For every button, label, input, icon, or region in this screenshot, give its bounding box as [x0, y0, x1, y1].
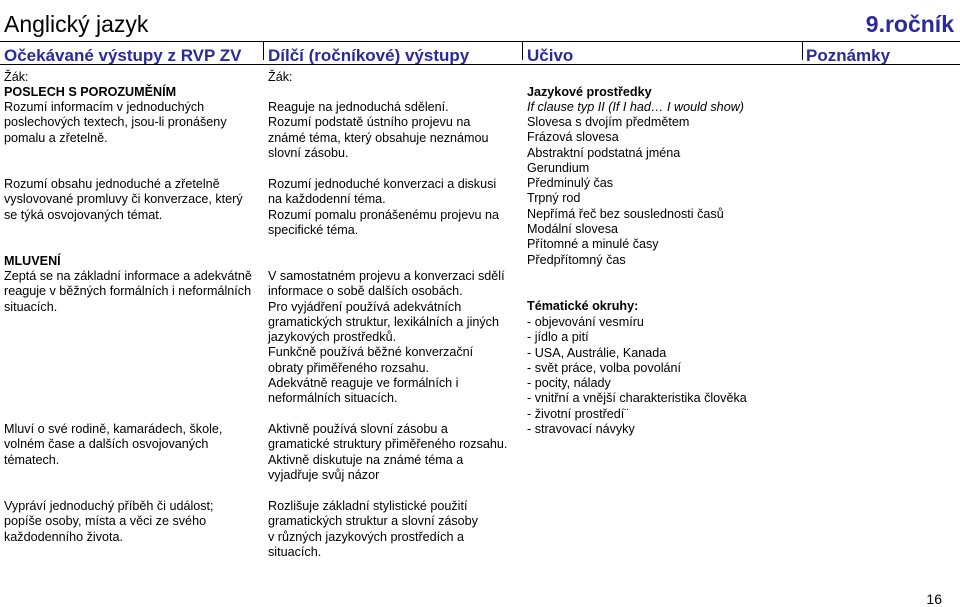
partial-paragraph	[268, 269, 505, 407]
outcome-paragraph	[4, 177, 243, 223]
grammar-item: Modální slovesa	[527, 222, 619, 237]
text-line: poslechových textech, jsou-li pronášeny	[4, 115, 227, 130]
text-line: Rozumí jednoduché konverzaci a diskusi	[268, 177, 497, 191]
topic-item: - jídlo a pití	[527, 330, 589, 345]
text-line: Vypráví jednoduchý příběh či událost;	[4, 499, 214, 513]
pupil-label: Žák:	[268, 70, 293, 84]
col-outcomes	[4, 70, 266, 590]
topic-item: - svět práce, volba povolání	[527, 360, 682, 375]
text-line: volném čase a dalších osvojovaných	[4, 437, 209, 452]
text-line: situacích.	[4, 299, 58, 314]
col-header-outcomes: Očekávané výstupy z RVP ZV	[4, 46, 242, 65]
text-line: informace o sobě dalších osobách.	[268, 284, 463, 299]
grammar-item: Frázová slovesa	[527, 130, 619, 145]
topic-item: - pocity, nálady	[527, 376, 611, 391]
text-line: Aktivně používá slovní zásobu a	[268, 422, 448, 436]
header-divider	[0, 64, 960, 65]
topic-item: - životní prostředí¨	[527, 406, 629, 421]
topic-item: - USA, Austrálie, Kanada	[527, 345, 667, 360]
text-line: Adekvátně reaguje ve formálních i	[268, 376, 459, 391]
text-line: gramatických struktur a slovní zásoby	[268, 514, 478, 529]
text-line: Pro vyjádření používá adekvátních	[268, 299, 462, 314]
grammar-item: Přítomné a minulé časy	[527, 237, 659, 252]
text-line: pomalu a zřetelně.	[4, 130, 108, 145]
text-line: vyjadřuje svůj názor	[268, 467, 380, 482]
partial-paragraph	[268, 100, 489, 161]
col-divider	[522, 42, 523, 60]
title-divider	[0, 41, 960, 42]
grammar-item: Nepřímá řeč bez souslednosti časů	[527, 206, 724, 221]
topic-item: - objevování vesmíru	[527, 315, 644, 329]
grammar-item: Abstraktní podstatná jména	[527, 145, 681, 160]
partial-paragraph	[268, 177, 499, 238]
topic-item: - vnitřní a vnější charakteristika člověka	[527, 391, 747, 406]
grammar-item: Předminulý čas	[527, 176, 614, 191]
outcome-paragraph	[4, 499, 214, 545]
partial-paragraph	[268, 499, 478, 560]
subject-title: Anglický jazyk	[4, 11, 149, 37]
text-line: situacích.	[268, 544, 322, 559]
grammar-item: Trpný rod	[527, 191, 581, 206]
text-line: Rozumí obsahu jednoduché a zřetelně	[4, 177, 220, 191]
text-line: vyslovované promluvy či konverzace, který	[4, 192, 243, 207]
col-curriculum	[527, 70, 807, 590]
outcome-paragraph	[4, 422, 222, 468]
col-header-partial: Dílčí (ročníkové) výstupy	[268, 46, 470, 65]
listening-heading: POSLECH S POROZUMĚNÍM	[4, 85, 177, 99]
text-line: na každodenní téma.	[268, 192, 386, 207]
partial-paragraph	[268, 422, 507, 483]
text-line: popíše osoby, místa a věci ze svého	[4, 514, 207, 529]
text-line: reaguje v běžných formálních i neformálních	[4, 284, 252, 299]
text-line: tématech.	[4, 452, 60, 467]
col-header-curriculum: Učivo	[527, 46, 574, 65]
grammar-list	[527, 115, 724, 268]
text-line: Reaguje na jednoduchá sdělení.	[268, 100, 449, 114]
text-line: Rozumí pomalu pronášenému projevu na	[268, 207, 500, 222]
text-line: obraty přiměřeného rozsahu.	[268, 360, 430, 375]
col-partial-outcomes	[268, 70, 526, 590]
grammar-item: Gerundium	[527, 160, 590, 175]
grammar-item: Slovesa s dvojím předmětem	[527, 115, 690, 129]
language-means-heading: Jazykové prostředky	[527, 85, 652, 99]
text-line: Rozlišuje základní stylistické použití	[268, 499, 468, 513]
text-line: slovní zásobu.	[268, 145, 349, 160]
topics-heading: Tématické okruhy:	[527, 299, 639, 313]
grammar-item: Předpřítomný čas	[527, 252, 626, 267]
topics-list	[527, 315, 747, 437]
text-line: jazykových prostředků.	[268, 330, 397, 345]
text-line: Funkčně používá běžné konverzační	[268, 345, 474, 360]
text-line: neformálních situacích.	[268, 391, 398, 406]
text-line: gramatické struktury přiměřeného rozsahu.	[268, 437, 508, 452]
text-line: Rozumí podstatě ústního projevu na	[268, 115, 471, 130]
col-header-notes: Poznámky	[806, 46, 891, 65]
text-line: v různých jazykových prostředích a	[268, 529, 464, 544]
col-divider	[263, 42, 264, 60]
text-line: každodenního života.	[4, 529, 124, 544]
outcome-paragraph	[4, 100, 227, 146]
title-row	[0, 0, 960, 41]
text-line: se týká osvojovaných témat.	[4, 207, 163, 222]
speaking-heading: MLUVENÍ	[4, 254, 61, 268]
outcome-paragraph	[4, 269, 252, 315]
text-line: specifické téma.	[268, 222, 359, 237]
grade-label: 9.ročník	[865, 11, 954, 37]
text-line: Aktivně diskutuje na známé téma a	[268, 452, 464, 467]
text-line: gramatických struktur, lexikálních a jiných	[268, 314, 499, 329]
text-line: známé téma, který obsahuje neznámou	[268, 130, 489, 145]
text-line: Mluví o své rodině, kamarádech, škole,	[4, 422, 223, 436]
pupil-label: Žák:	[4, 70, 29, 84]
text-line: V samostatném projevu a konverzaci sdělí	[268, 269, 505, 283]
text-line: Zeptá se na základní informace a adekvátně	[4, 269, 252, 283]
topic-item: - stravovací návyky	[527, 422, 635, 437]
text-line: Rozumí informacím v jednoduchých	[4, 100, 205, 114]
col-divider	[802, 42, 803, 60]
grammar-item: If clause typ II (If I had… I would show)	[527, 100, 744, 114]
page-number: 16	[926, 591, 942, 607]
